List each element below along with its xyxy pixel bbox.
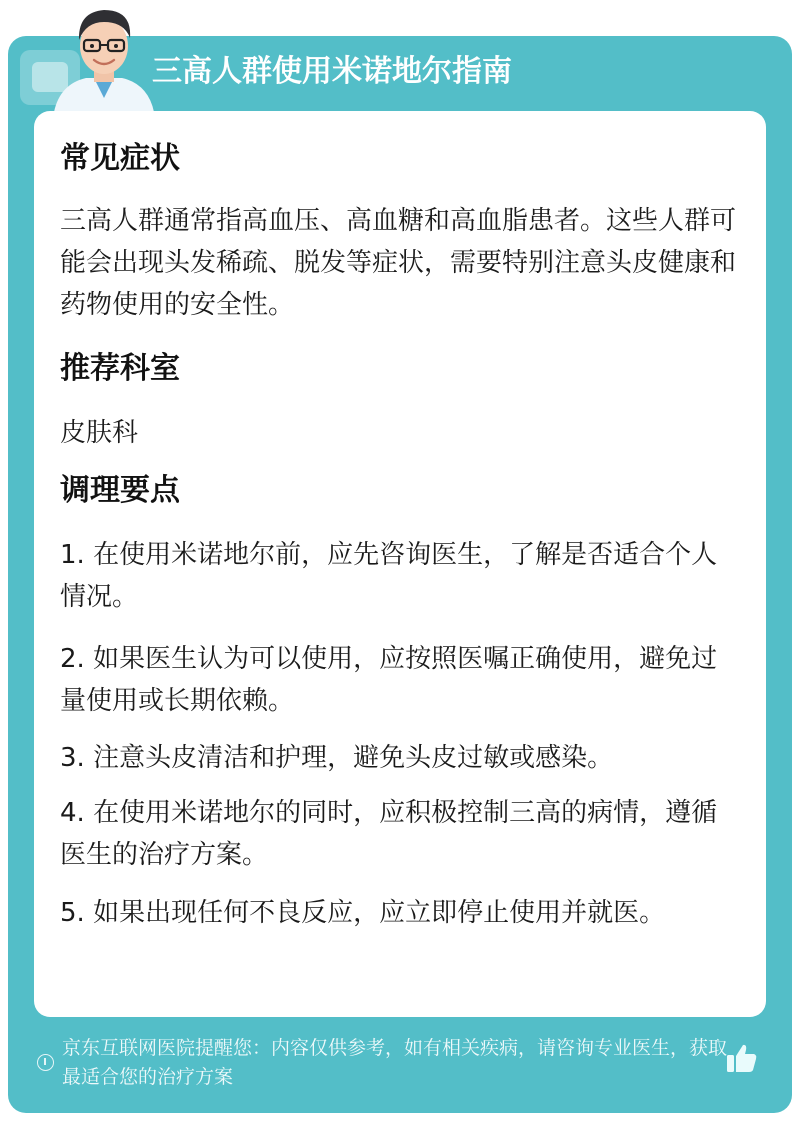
department-text: 皮肤科 <box>60 418 139 448</box>
section-heading-symptoms: 常见症状 <box>60 141 180 176</box>
section-heading-care-points: 调理要点 <box>60 473 180 508</box>
care-point-item: 5. 如果出现任何不良反应，应立即停止使用并就医。 <box>60 898 666 928</box>
content-card <box>34 111 766 1017</box>
section-heading-department: 推荐科室 <box>60 351 180 386</box>
care-point-item: 1. 在使用米诺地尔前，应先咨询医生，了解是否适合个人情况。 <box>60 540 718 612</box>
symptoms-text: 三高人群通常指高血压、高血糖和高血脂患者。这些人群可能会出现头发稀疏、脱发等症状，需要特别注意头皮健康和药物使用的安全性。 <box>60 206 737 320</box>
disclaimer-text: 京东互联网医院提醒您：内容仅供参考，如有相关疾病，请咨询专业医生，获取最适合您的治疗方案 <box>62 1037 728 1088</box>
info-icon <box>37 1054 54 1071</box>
page-title: 三高人群使用米诺地尔指南 <box>152 54 512 89</box>
care-point-item: 2. 如果医生认为可以使用，应按照医嘱正确使用，避免过量使用或长期依赖。 <box>60 644 718 716</box>
thumbs-up-icon[interactable] <box>724 1040 760 1076</box>
doctor-avatar-icon <box>46 0 162 112</box>
care-point-item: 3. 注意头皮清洁和护理，避免头皮过敏或感染。 <box>60 743 614 773</box>
care-point-item: 4. 在使用米诺地尔的同时，应积极控制三高的病情，遵循医生的治疗方案。 <box>60 798 718 870</box>
